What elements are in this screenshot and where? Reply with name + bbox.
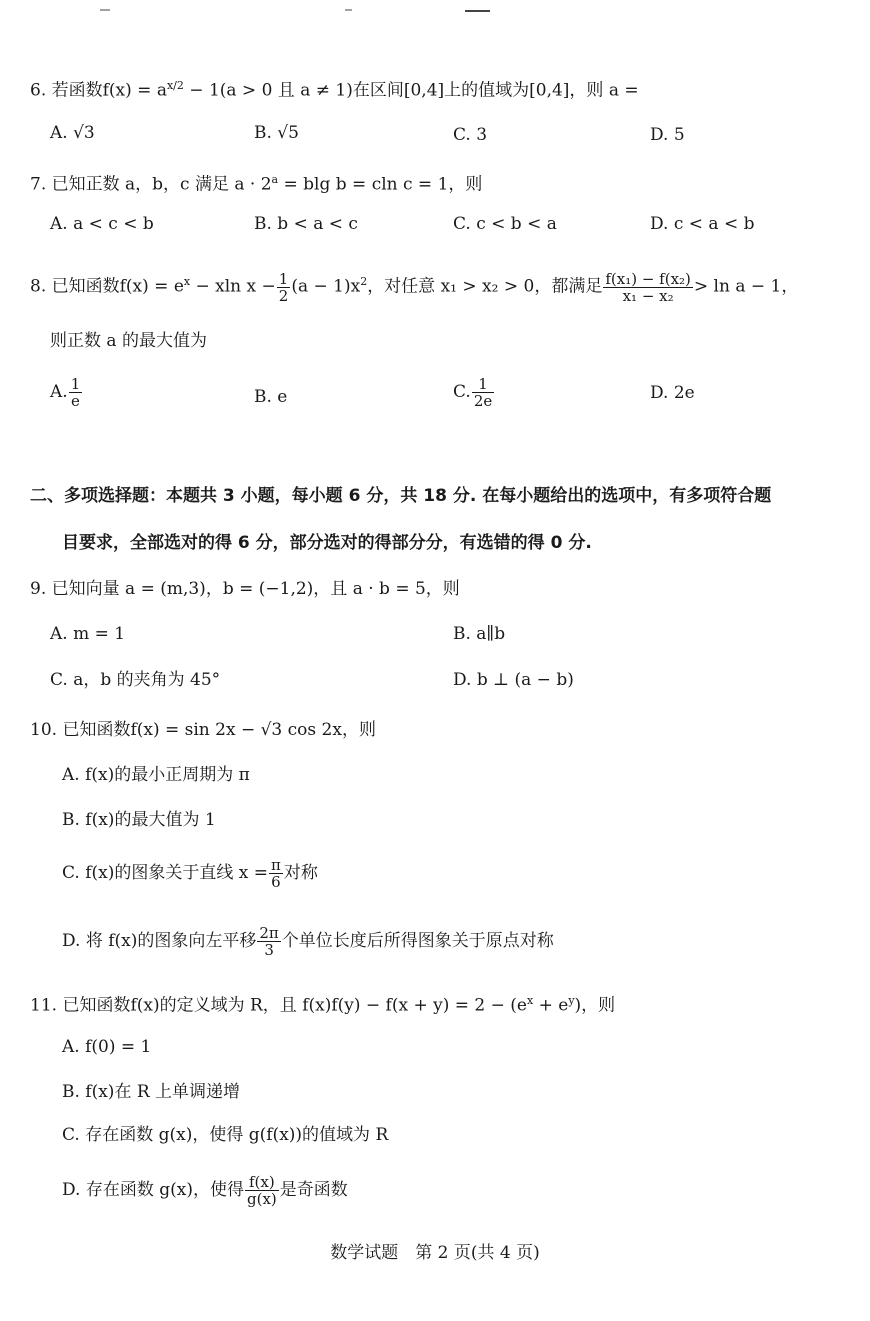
q7-option-c[interactable]: C. c < b < a [453,214,557,234]
q11-stem-part-c: )，则 [574,995,616,1016]
question-11-stem [30,989,615,1018]
q8-option-c-fraction [472,376,494,409]
q11-option-a[interactable]: A. f(0) = 1 [62,1037,152,1057]
q9-option-a[interactable]: A. m = 1 [50,624,126,644]
q11-option-c[interactable]: C. 存在函数 g(x)，使得 g(f(x))的值域为 R [62,1125,389,1145]
q7-stem-part-a: 7. 已知正数 a，b，c 满足 a · 2 [30,174,272,195]
q8-fraction-numerator: f(x₁) − f(x₂) [605,269,691,288]
q9-option-d[interactable]: D. b ⊥ (a − b) [453,670,574,690]
q8-difference-fraction [603,271,693,304]
q10-option-a[interactable]: A. f(x)的最小正周期为 π [62,765,250,785]
q7-option-d[interactable]: D. c < a < b [650,214,755,234]
q8-stem-line-2: 则正数 a 的最大值为 [50,331,207,351]
question-10-stem: 10. 已知函数f(x) = sin 2x − √3 cos 2x，则 [30,720,376,740]
q11-option-d-part-b: 是奇函数 [279,1180,348,1200]
q6-stem-part-b: − 1(a > 0 且 a ≠ 1)在区间[0,4]上的值域为[0,4]，则 a = [183,80,639,101]
q10-option-d-fraction [257,925,280,958]
q11-exponent-1: x [526,994,534,1007]
q8-option-b[interactable]: B. e [254,387,288,407]
q10-option-c-part-a: C. f(x)的图象关于直线 x = [62,863,268,883]
q11-option-d[interactable] [62,1174,348,1207]
q6-exponent: x/2 [166,79,184,92]
q11-option-d-denominator: g(x) [246,1190,277,1208]
q8-option-c[interactable] [453,376,495,409]
q10-option-d-numerator: 2π [259,924,279,942]
q10-option-d-part-b: 个单位长度后所得图象关于原点对称 [281,931,554,951]
q11-stem-part-a: 11. 已知函数f(x)的定义域为 R，且 f(x)f(y) − f(x + y) = 2 − (e [30,995,527,1016]
q6-option-b[interactable]: B. √5 [254,123,299,143]
q8-half-numerator: 1 [278,269,289,288]
q8-fraction-denominator: x₁ − x₂ [622,286,674,305]
q11-option-d-fraction [245,1174,279,1207]
q8-option-c-denominator: 2e [473,392,493,410]
q7-option-b[interactable]: B. b < a < c [254,214,358,234]
q9-option-c[interactable]: C. a，b 的夹角为 45° [50,670,221,690]
q8-exponent-2: 2 [360,275,368,288]
q10-option-c-numerator: π [271,856,281,874]
q11-option-d-numerator: f(x) [245,1174,279,1191]
section-2-heading: 二、多项选择题：本题共 3 小题，每小题 6 分，共 18 分. 在每小题给出的选项中，有多项符合题 [30,486,772,506]
question-7-stem [30,168,482,197]
q10-option-d-part-a: D. 将 f(x)的图象向左平移 [62,931,257,951]
q10-option-c-part-b: 对称 [283,863,318,883]
question-9-stem: 9. 已知向量 a = (m,3)，b = (−1,2)，且 a · b = 5，则 [30,579,460,599]
q8-stem-part-a: 8. 已知函数f(x) = e [30,276,184,297]
q8-option-a-label: A. [50,382,68,402]
q10-option-c[interactable] [62,857,318,890]
q8-stem-part-b: − xln x − [190,276,276,297]
q11-exponent-2: y [568,994,575,1007]
q9-option-b[interactable]: B. a∥b [453,624,506,644]
q8-option-c-label: C. [453,382,471,402]
q6-option-d[interactable]: D. 5 [650,125,685,145]
q11-option-d-part-a: D. 存在函数 g(x)，使得 [62,1180,244,1200]
q8-option-a[interactable] [50,376,83,409]
q10-option-d-denominator: 3 [264,941,274,959]
q8-exponent: x [183,275,191,288]
q10-option-c-fraction [269,857,283,890]
q8-option-a-numerator: 1 [70,375,81,393]
question-6-stem [30,74,639,103]
q10-option-b[interactable]: B. f(x)的最大值为 1 [62,810,216,830]
q8-half-denominator: 2 [278,286,289,305]
q10-option-c-denominator: 6 [271,873,281,891]
q8-stem-part-c: (a − 1)x [291,276,361,297]
q8-option-c-numerator: 1 [472,376,494,393]
q7-option-a[interactable]: A. a < c < b [50,214,154,234]
section-2-heading-line-2: 目要求，全部选对的得 6 分，部分选对的得部分分，有选错的得 0 分. [62,533,592,553]
top-edge-marks [0,0,870,6]
q10-option-d[interactable] [62,925,554,958]
q6-option-a[interactable]: A. √3 [50,123,95,143]
q6-option-c[interactable]: C. 3 [453,125,488,145]
q8-stem-part-e: > ln a − 1， [693,276,799,297]
q8-option-d[interactable]: D. 2e [650,383,695,403]
q7-exponent: a [271,173,279,186]
q7-stem-part-b: = blg b = cln c = 1，则 [278,174,483,195]
q11-option-b[interactable]: B. f(x)在 R 上单调递增 [62,1082,241,1102]
question-8-stem [30,270,798,304]
q6-stem-part-a: 6. 若函数f(x) = a [30,80,167,101]
cropped-line-icon [0,9,870,15]
q8-stem-part-d: ，对任意 x₁ > x₂ > 0，都满足 [367,276,603,297]
q11-stem-part-b: + e [533,995,569,1016]
q8-option-a-fraction [69,376,83,409]
q8-half-fraction [277,271,291,304]
page-footer: 数学试题 第 2 页(共 4 页) [330,1243,540,1263]
q8-option-a-denominator: e [71,392,80,410]
